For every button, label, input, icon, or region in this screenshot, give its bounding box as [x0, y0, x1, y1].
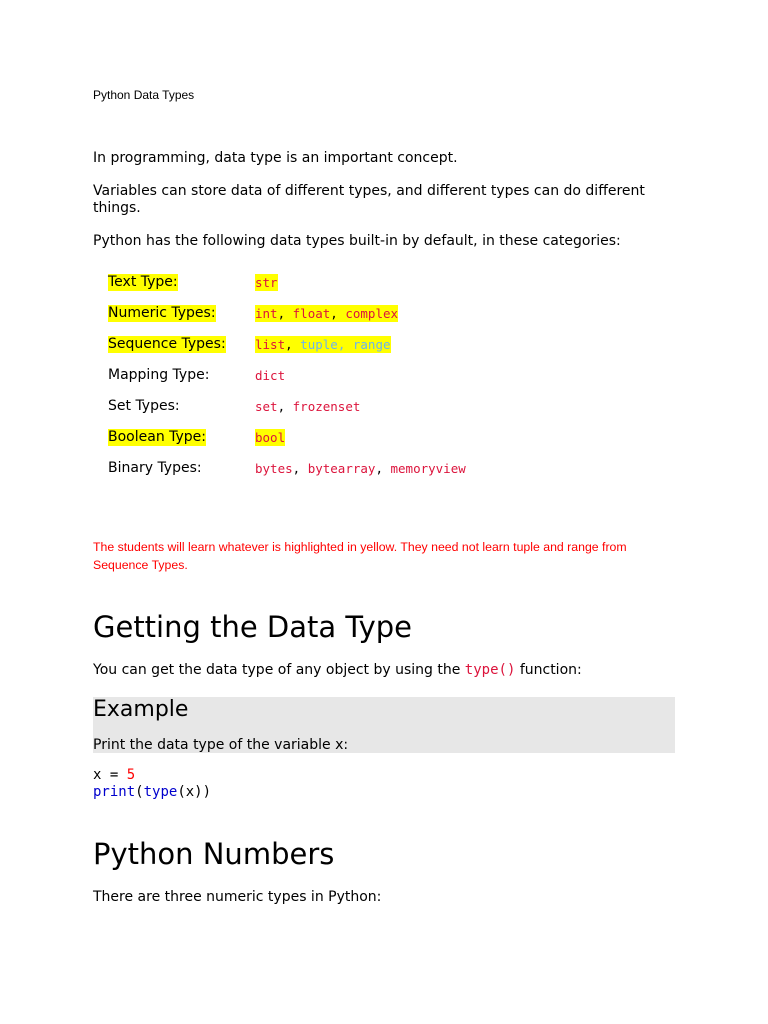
example-heading: Example — [93, 697, 189, 722]
paragraph-text: function: — [515, 662, 582, 678]
type-code: memoryview — [390, 461, 466, 476]
type-label: Sequence Types: — [108, 336, 226, 352]
type-values: set, frozenset — [255, 399, 361, 414]
teacher-note: The students will learn whatever is highlighted in yellow. They need not learn tuple and range from Sequence Types. — [93, 540, 627, 572]
type-row-mapping — [108, 365, 608, 385]
type-label: Binary Types: — [108, 460, 202, 476]
intro-paragraph: In programming, data type is an important concept. — [93, 150, 458, 166]
type-row-binary — [108, 458, 608, 478]
type-code: range — [352, 337, 391, 352]
type-values: list, tuple, range — [255, 337, 391, 352]
type-label: Boolean Type: — [108, 429, 207, 445]
code-keyword: print — [93, 784, 136, 800]
code-text: (x)) — [177, 784, 212, 800]
numeric-types-paragraph: There are three numeric types in Python: — [93, 889, 382, 905]
section-heading-python-numbers: Python Numbers — [93, 837, 335, 871]
type-code: str — [255, 275, 278, 290]
code-number: 5 — [126, 767, 136, 783]
type-code: frozenset — [292, 399, 361, 414]
type-values — [255, 274, 278, 291]
type-row-boolean — [108, 427, 608, 447]
example-box — [93, 697, 675, 753]
type-code: complex — [345, 306, 399, 321]
code-block — [93, 767, 211, 801]
type-code: tuple — [300, 337, 338, 352]
type-values — [255, 367, 285, 384]
type-values: int, float, complex — [255, 306, 399, 321]
code-keyword: type — [143, 784, 178, 800]
type-code: bytearray — [307, 461, 376, 476]
document-title: Python Data Types — [93, 88, 195, 102]
categories-intro-paragraph: Python has the following data types built-in by default, in these categories: — [93, 233, 621, 249]
type-code: float — [292, 306, 331, 321]
type-code: bool — [255, 430, 286, 445]
type-values: bytes, bytearray, memoryview — [255, 461, 466, 476]
type-row-text — [108, 272, 608, 292]
type-code: int — [255, 306, 278, 321]
paragraph-text: You can get the data type of any object by using the — [93, 662, 465, 678]
type-row-set — [108, 396, 608, 416]
type-function-paragraph — [93, 662, 653, 679]
code-text: ( — [135, 784, 144, 800]
type-code: dict — [255, 368, 286, 383]
type-row-numeric — [108, 303, 608, 323]
type-row-sequence — [108, 334, 608, 354]
code-text: x = — [93, 767, 127, 783]
variables-paragraph: Variables can store data of different types, and different types can do different things. — [93, 183, 645, 216]
type-code: bytes — [255, 461, 293, 476]
type-values — [255, 429, 285, 446]
section-heading-getting-data-type: Getting the Data Type — [93, 610, 412, 644]
example-description: Print the data type of the variable x: — [93, 737, 349, 753]
type-code: list — [255, 337, 286, 352]
type-label: Numeric Types: — [108, 305, 216, 321]
inline-code-type: type() — [464, 662, 516, 678]
type-label: Text Type: — [108, 274, 178, 290]
type-label: Set Types: — [108, 398, 180, 414]
type-code: set — [255, 399, 278, 414]
type-label: Mapping Type: — [108, 367, 210, 383]
